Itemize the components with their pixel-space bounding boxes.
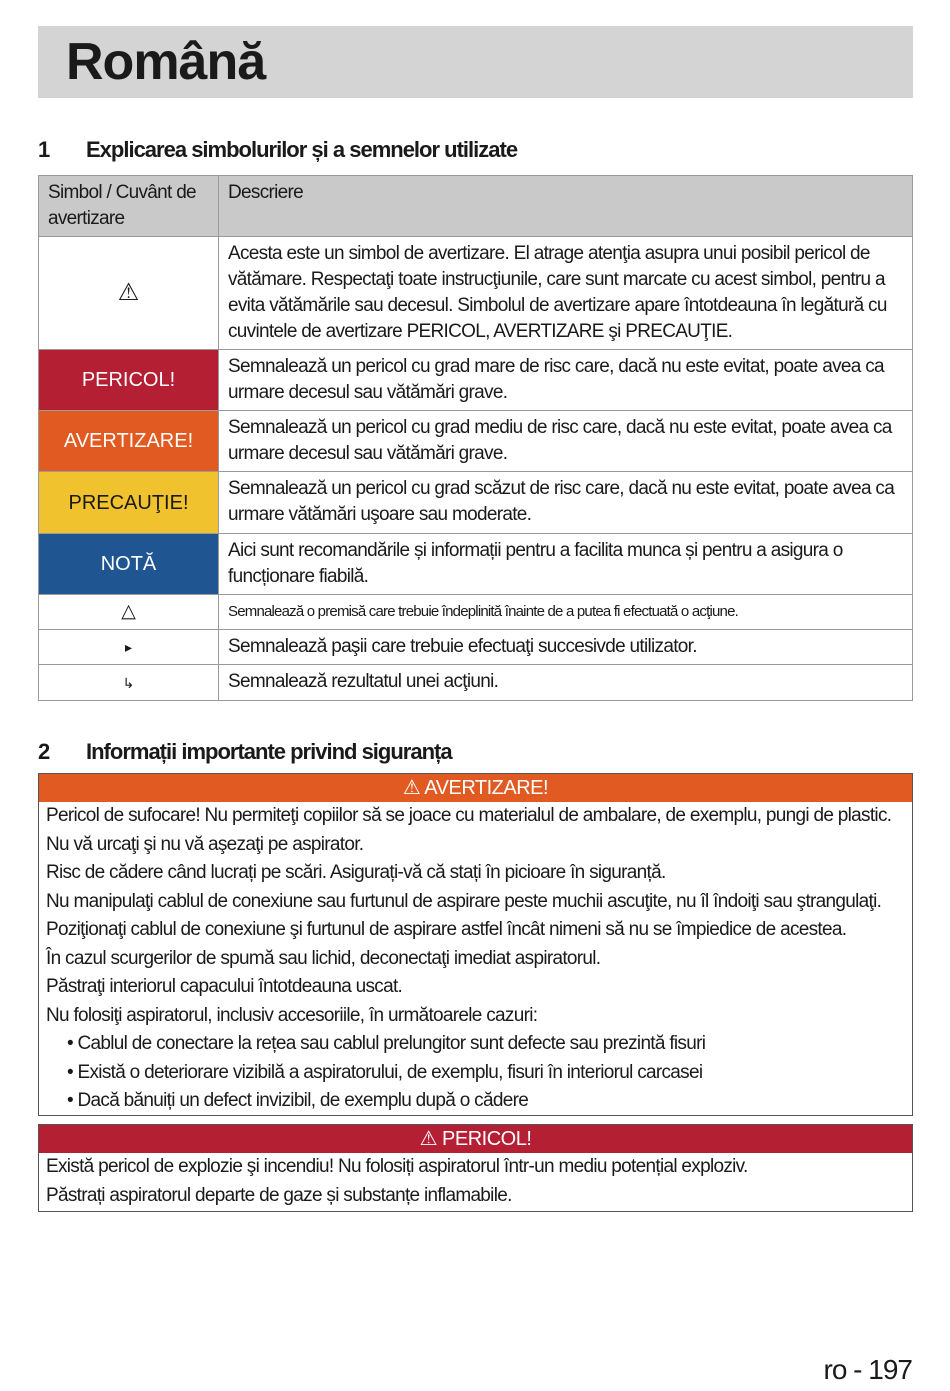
warning-line: Păstraţi interiorul capacului întotdeauna uscat.: [46, 976, 403, 997]
warning-bullet: • Dacă bănuiți un defect invizibil, de exemplu după o cădere: [67, 1090, 529, 1111]
title-bar: [38, 26, 913, 98]
table-row: [39, 350, 913, 411]
warning-bullet: • Există o deteriorare vizibilă a aspiratorului, de exemplu, fisuri în interiorul carcasei: [67, 1061, 703, 1083]
danger-line: Există pericol de explozie şi incendiu! Nu folosiți aspiratorul într-un mediu potențial exploziv.: [46, 1156, 748, 1177]
table-row: [39, 534, 913, 595]
premise-triangle-icon: △: [39, 595, 219, 630]
danger-box-header: ⚠ PERICOL!: [39, 1125, 912, 1153]
danger-label: PERICOL!: [39, 350, 219, 411]
section-1-heading: 1 Explicarea simbolurilor și a semnelor utilizate: [38, 137, 518, 162]
header-description: Descriere: [219, 176, 913, 237]
row-description: Semnalează rezultatul unei acţiuni.: [219, 665, 913, 701]
symbols-table: [38, 175, 913, 701]
table-row: [39, 595, 913, 630]
page-title: Română: [66, 33, 266, 91]
warning-bullet: • Cablul de conectare la rețea sau cablul prelungitor sunt defecte sau prezintă fisuri: [67, 1033, 706, 1054]
table-row: [39, 237, 913, 350]
warning-line: Nu manipulaţi cablul de conexiune sau furtunul de aspirare peste muchii ascuţite, nu îl îndoiţi sau ştrangulaţi.: [46, 890, 882, 912]
table-row: [39, 411, 913, 472]
row-description: Acesta este un simbol de avertizare. El atrage atenţia asupra unui posibil pericol de vătămare. Respectaţi toate instrucţiunile, care sunt marcate cu acest simbol, pentru a evita vătămările sau decesul. Simbolul de avertizare apare întotdeauna în legătură cu cuvintele de avertizare PERICOL, AVERTIZARE şi PRECAUŢIE.: [219, 237, 913, 350]
row-description: Semnalează o premisă care trebuie îndeplinită înainte de a putea fi efectuată o acţiune.: [219, 595, 913, 630]
page-number: ro - 197: [823, 1354, 912, 1385]
warning-line: Poziţionaţi cablul de conexiune şi furtunul de aspirare astfel încât nimeni să nu se împiedice de acestea.: [46, 919, 847, 940]
table-row: [39, 472, 913, 534]
warning-line: Nu vă urcaţi şi nu vă aşezaţi pe aspirator.: [46, 833, 364, 855]
warning-box: [38, 773, 913, 1116]
row-description: Semnalează un pericol cu grad scăzut de risc care, dacă nu este evitat, poate avea ca urmare vătămări uşoare sau moderate.: [219, 472, 913, 534]
result-arrow-icon: ↳: [39, 665, 219, 701]
row-description: Aici sunt recomandările și informații pentru a facilita munca și pentru a asigura o funcționare fiabilă.: [219, 534, 913, 595]
warning-line: Pericol de sufocare! Nu permiteţi copiilor să se joace cu materialul de ambalare, de exemplu, pungi de plastic.: [46, 805, 892, 826]
row-description: Semnalează un pericol cu grad mediu de risc care, dacă nu este evitat, poate avea ca urmare decesul sau vătămări grave.: [219, 411, 913, 472]
step-arrow-icon: ▸: [39, 630, 219, 665]
warning-line: Nu folosiţi aspiratorul, inclusiv accesoriile, în următoarele cazuri:: [46, 1004, 538, 1026]
warning-triangle-icon: ⚠: [39, 237, 219, 350]
warning-line: În cazul scurgerilor de spumă sau lichid, deconectaţi imediat aspiratorul.: [46, 947, 601, 969]
caution-label: PRECAUŢIE!: [39, 472, 219, 534]
warning-label: AVERTIZARE!: [39, 411, 219, 472]
row-description: Semnalează un pericol cu grad mare de risc care, dacă nu este evitat, poate avea ca urmare decesul sau vătămări grave.: [219, 350, 913, 411]
danger-line: Păstrați aspiratorul departe de gaze și substanțe inflamabile.: [46, 1184, 512, 1206]
warning-box-header: ⚠ AVERTIZARE!: [39, 774, 912, 802]
row-description: Semnalează paşii care trebuie efectuaţi succesivde utilizator.: [219, 630, 913, 665]
warning-line: Risc de cădere când lucrați pe scări. Asigurați-vă că stați în picioare în siguranță.: [46, 862, 666, 883]
note-label: NOTĂ: [39, 534, 219, 595]
table-row: [39, 665, 913, 701]
table-header: [39, 176, 913, 237]
section-2-heading: 2 Informații importante privind siguranța: [38, 739, 452, 764]
header-symbol: Simbol / Cuvânt de avertizare: [39, 176, 219, 237]
table-row: [39, 630, 913, 665]
danger-box: [38, 1124, 913, 1212]
